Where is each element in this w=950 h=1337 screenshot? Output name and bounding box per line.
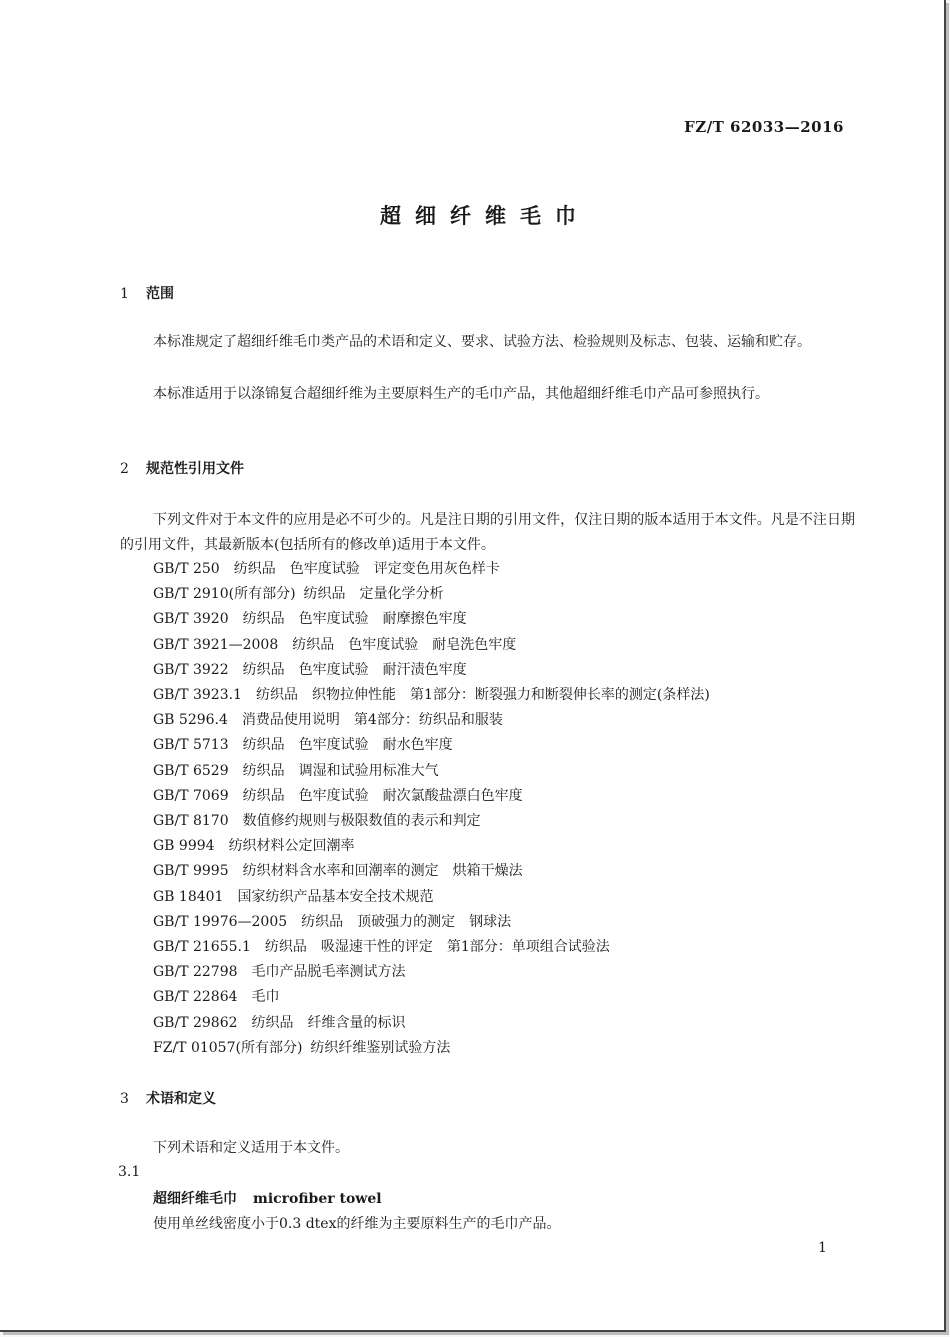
reference-title: 纺织材料含水率和回潮率的测定 烘箱干燥法 (242, 863, 523, 880)
reference-item (153, 784, 710, 809)
reference-title: 纺织品 顶破强力的测定 钢球法 (301, 913, 512, 930)
clause-number: 3.1 (118, 1164, 141, 1180)
section-number: 1 (120, 286, 129, 302)
normative-references-list (153, 557, 710, 1061)
reference-title: 纺织品 色牢度试验 耐水色牢度 (242, 737, 453, 754)
reference-title: 纺织品 色牢度试验 评定变色用灰色样卡 (233, 561, 500, 577)
reference-code: GB/T 22864 (153, 989, 238, 1006)
reference-code: GB/T 3920 (153, 611, 229, 628)
section-2-paragraph-1: 下列文件对于本文件的应用是必不可少的。凡是注日期的引用文件，仅注日期的版本适用于本文件。凡是不注日期的引用文件，其最新版本(包括所有的修改单)适用于本文件。 (120, 512, 855, 553)
reference-item (153, 935, 710, 960)
reference-code: FZ/T 01057(所有部分) (153, 1039, 303, 1056)
reference-item (153, 708, 710, 733)
reference-title: 纺织品 色牢度试验 耐皂洗色牢度 (292, 636, 517, 653)
reference-code: GB/T 6529 (153, 762, 229, 779)
section-3-heading (120, 1088, 216, 1108)
reference-title: 纺织品 吸湿速干性的评定 第1部分：单项组合试验法 (264, 939, 610, 956)
section-title: 范围 (146, 286, 174, 302)
reference-code: GB/T 3923.1 (153, 687, 242, 704)
section-1-heading (120, 283, 174, 303)
reference-title: 纺织品 色牢度试验 耐摩擦色牢度 (242, 611, 467, 628)
reference-item (153, 683, 710, 708)
reference-title: 纺织材料公定回潮率 (228, 838, 355, 855)
reference-item (153, 582, 710, 607)
reference-code: GB/T 29862 (153, 1014, 238, 1031)
reference-code: GB/T 21655.1 (153, 939, 251, 956)
reference-code: GB 5296.4 (153, 712, 228, 729)
section-number: 3 (120, 1091, 129, 1107)
reference-title: 纺织纤维鉴别试验方法 (310, 1039, 451, 1056)
term-entry (153, 1188, 382, 1208)
reference-title: 纺织品 色牢度试验 耐汗渍色牢度 (242, 661, 467, 678)
term-english: microfiber towel (253, 1191, 382, 1207)
reference-code: GB/T 8170 (153, 813, 229, 830)
reference-item (153, 733, 710, 758)
reference-code: GB 9994 (153, 838, 215, 855)
reference-item (153, 1036, 710, 1061)
reference-item (153, 859, 710, 884)
reference-title: 纺织品 色牢度试验 耐次氯酸盐漂白色牢度 (242, 787, 523, 804)
reference-item (153, 759, 710, 784)
reference-title: 纺织品 调湿和试验用标准大气 (242, 762, 439, 779)
reference-item (153, 834, 710, 859)
reference-code: GB/T 19976—2005 (153, 913, 288, 930)
reference-item (153, 633, 710, 658)
term-definition: 使用单丝线密度小于0.3 dtex的纤维为主要原料生产的毛巾产品。 (153, 1216, 561, 1232)
reference-item (153, 985, 710, 1010)
section-title: 术语和定义 (146, 1091, 216, 1107)
reference-code: GB 18401 (153, 888, 224, 905)
reference-title: 纺织品 纤维含量的标识 (251, 1014, 406, 1031)
section-title: 规范性引用文件 (146, 461, 244, 477)
term-chinese: 超细纤维毛巾 (153, 1191, 237, 1207)
standard-number: FZ/T 62033—2016 (684, 118, 844, 136)
reference-code: GB/T 250 (153, 561, 220, 577)
section-number: 2 (120, 461, 129, 477)
reference-item (153, 607, 710, 632)
reference-code: GB/T 7069 (153, 787, 229, 804)
page-number: 1 (818, 1240, 827, 1256)
reference-code: GB/T 3922 (153, 661, 229, 678)
reference-item (153, 1011, 710, 1036)
section-1-paragraph-2: 本标准适用于以涤锦复合超细纤维为主要原料生产的毛巾产品，其他超细纤维毛巾产品可参照执行。 (153, 386, 769, 402)
reference-item (153, 885, 710, 910)
reference-title: 毛巾产品脱毛率测试方法 (251, 964, 406, 981)
reference-title: 纺织品 定量化学分析 (303, 586, 444, 603)
reference-title: 纺织品 织物拉伸性能 第1部分：断裂强力和断裂伸长率的测定(条样法) (255, 687, 710, 704)
reference-code: GB/T 5713 (153, 737, 229, 754)
reference-item (153, 809, 710, 834)
reference-code: GB/T 22798 (153, 964, 238, 981)
reference-title: 数值修约规则与极限数值的表示和判定 (242, 813, 481, 830)
reference-code: GB/T 9995 (153, 863, 229, 880)
section-1-paragraph-1: 本标准规定了超细纤维毛巾类产品的术语和定义、要求、试验方法、检验规则及标志、包装、运输和贮存。 (153, 334, 811, 350)
reference-title: 消费品使用说明 第4部分：纺织品和服装 (241, 712, 503, 729)
reference-item (153, 960, 710, 985)
document-title: 超细纤维毛巾 (380, 203, 590, 228)
reference-item (153, 910, 710, 935)
reference-item (153, 658, 710, 683)
section-2-heading (120, 458, 244, 478)
reference-title: 毛巾 (251, 989, 280, 1006)
reference-code: GB/T 2910(所有部分) (153, 586, 296, 603)
section-3-paragraph-1: 下列术语和定义适用于本文件。 (153, 1140, 349, 1156)
reference-title: 国家纺织产品基本安全技术规范 (237, 888, 434, 905)
reference-item (153, 557, 710, 582)
reference-code: GB/T 3921—2008 (153, 636, 279, 653)
